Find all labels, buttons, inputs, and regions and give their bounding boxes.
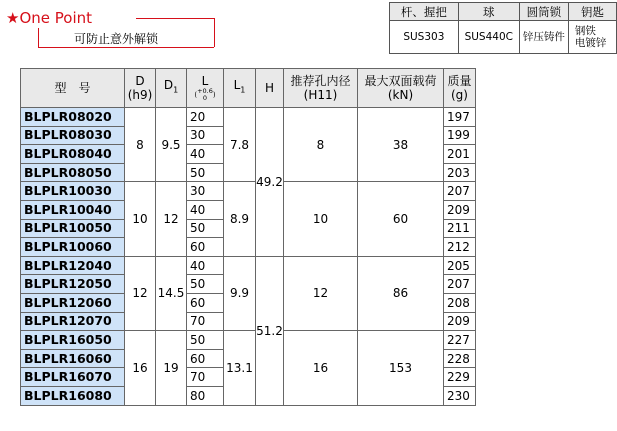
mass-cell: 229 [444,368,476,387]
l-cell: 50 [187,163,224,182]
d1-cell: 14.5 [156,256,187,330]
model-cell: BLPLR12070 [21,312,125,331]
material-ball: SUS440C [458,21,519,54]
d1-cell: 9.5 [156,108,187,182]
hole-cell: 16 [284,331,358,405]
header-l1 [224,69,256,108]
l-cell: 80 [187,386,224,405]
load-cell: 86 [358,256,444,330]
material-header-key: 钥匙 [568,3,616,21]
l-cell: 50 [187,219,224,238]
d1-cell: 12 [156,182,187,256]
model-cell: BLPLR16060 [21,349,125,368]
one-point-box [4,6,216,54]
l-cell: 40 [187,145,224,164]
star-icon: ★ [6,9,20,27]
header-d1 [156,69,187,108]
model-cell: BLPLR10050 [21,219,125,238]
load-cell: 60 [358,182,444,256]
model-cell: BLPLR08040 [21,145,125,164]
model-cell: BLPLR16080 [21,386,125,405]
l-cell: 30 [187,126,224,145]
header-mass: 质量 (g) [444,69,476,108]
mass-cell: 227 [444,331,476,350]
one-point-frame-bottom [38,47,214,48]
header-d1-sub: 1 [173,85,179,95]
mass-cell: 207 [444,182,476,201]
mass-cell: 228 [444,349,476,368]
l-cell: 20 [187,108,224,127]
d-cell: 8 [125,108,156,182]
header-l-label: L [201,74,209,88]
mass-cell: 209 [444,200,476,219]
mass-cell: 211 [444,219,476,238]
one-point-text: 可防止意外解锁 [74,32,159,46]
material-header-rod: 杆、握把 [390,3,459,21]
mass-cell: 209 [444,312,476,331]
h-cell: 49.2 [256,108,284,257]
one-point-title-text: One Point [19,9,93,27]
header-d1-label: D [163,78,174,93]
materials-table [389,2,617,54]
one-point-frame-right [214,18,215,47]
l-cell: 30 [187,182,224,201]
mass-cell: 207 [444,275,476,294]
d1-cell: 19 [156,331,187,405]
l-cell: 60 [187,293,224,312]
model-cell: BLPLR08030 [21,126,125,145]
l-cell: 40 [187,200,224,219]
header-d: D (h9) [125,69,156,108]
l-cell: 50 [187,275,224,294]
l1-cell: 8.9 [224,182,256,256]
material-header-cylinder-lock: 圆筒锁 [519,3,568,21]
header-l-tol-upper: +0.6 [197,87,213,95]
model-cell: BLPLR10040 [21,200,125,219]
spec-header-row [21,69,476,108]
mass-cell: 201 [444,145,476,164]
model-cell: BLPLR08020 [21,108,125,127]
model-cell: BLPLR16070 [21,368,125,387]
model-cell: BLPLR16050 [21,331,125,350]
d-cell: 12 [125,256,156,330]
spec-table [20,68,476,406]
load-cell: 153 [358,331,444,405]
one-point-title [6,10,92,26]
mass-cell: 212 [444,238,476,257]
table-row [21,256,476,275]
table-row [21,182,476,201]
material-cylinder-lock: 锌压铸件 [519,21,568,54]
h-cell: 51.2 [256,256,284,405]
l1-cell: 9.9 [224,256,256,330]
l-cell: 70 [187,312,224,331]
one-point-frame-left [38,28,39,47]
one-point-frame-top [136,18,214,19]
hole-cell: 8 [284,108,358,182]
header-l-tol-lower: 0 [202,94,208,102]
table-row [21,331,476,350]
l1-cell: 7.8 [224,108,256,182]
mass-cell: 230 [444,386,476,405]
load-cell: 38 [358,108,444,182]
l1-cell: 13.1 [224,331,256,405]
table-row [21,108,476,127]
l-cell: 40 [187,256,224,275]
material-header-ball: 球 [458,3,519,21]
model-cell: BLPLR12040 [21,256,125,275]
material-rod: SUS303 [390,21,459,54]
header-model: 型 号 [21,69,125,108]
model-cell: BLPLR10060 [21,238,125,257]
d-cell: 16 [125,331,156,405]
header-l1-label: L [233,78,241,93]
mass-cell: 197 [444,108,476,127]
model-cell: BLPLR08050 [21,163,125,182]
mass-cell: 199 [444,126,476,145]
mass-cell: 205 [444,256,476,275]
header-load: 最大双面载荷 (kN) [358,69,444,108]
model-cell: BLPLR12050 [21,275,125,294]
mass-cell: 208 [444,293,476,312]
header-hole: 推荐孔内径 (H11) [284,69,358,108]
material-key: 钢铁 电镀锌 [568,21,616,54]
header-h: H [256,69,284,108]
header-l: L (+0.6 0 ) [187,69,224,108]
l-cell: 60 [187,238,224,257]
l-cell: 70 [187,368,224,387]
mass-cell: 203 [444,163,476,182]
model-cell: BLPLR12060 [21,293,125,312]
model-cell: BLPLR10030 [21,182,125,201]
l-cell: 50 [187,331,224,350]
hole-cell: 10 [284,182,358,256]
d-cell: 10 [125,182,156,256]
header-l1-sub: 1 [240,85,246,95]
hole-cell: 12 [284,256,358,330]
l-cell: 60 [187,349,224,368]
